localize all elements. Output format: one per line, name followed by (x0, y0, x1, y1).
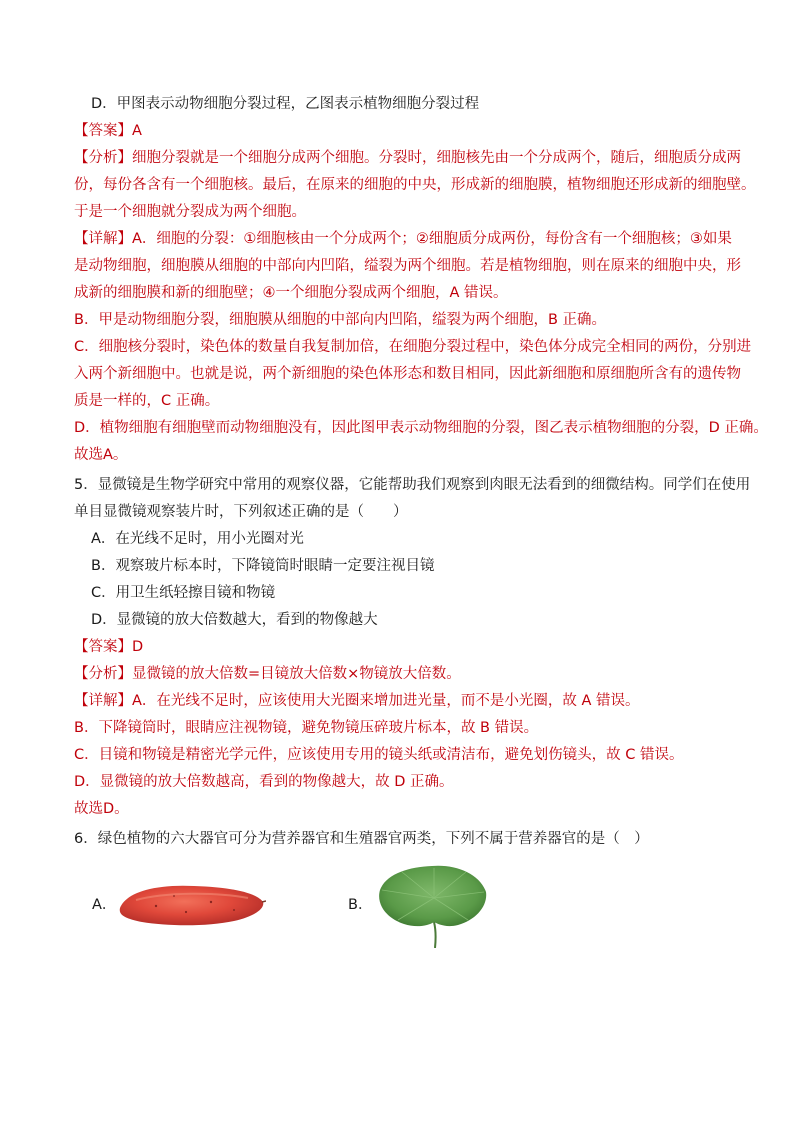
answer-value: D (132, 639, 144, 655)
q5-detail-line-4: D．显微镜的放大倍数越高，看到的物像越大，故 D 正确。 (74, 774, 454, 790)
q4-detail-line-8: D．植物细胞有细胞壁而动物细胞没有，因此图甲表示动物细胞的分裂，图乙表示植物细胞的分裂，D 正确。 (74, 420, 768, 436)
q4-detail-line-6: 入两个新细胞中。也就是说，两个新细胞的染色体形态和数目相同，因此新细胞和原细胞所含有的遗传物 (74, 366, 741, 382)
q4-detail-line-2: 是动物细胞，细胞膜从细胞的中部向内凹陷，缢裂为两个细胞。若是植物细胞，则在原来的细胞中央，形 (74, 258, 741, 274)
q4-answer (74, 121, 142, 141)
answer-tag: 【答案】 (74, 123, 132, 139)
analysis-tag: 【分析】 (74, 150, 132, 166)
q4-analysis-line-3: 于是一个细胞就分裂成为两个细胞。 (74, 204, 306, 220)
answer-tag: 【答案】 (74, 639, 132, 655)
analysis-tag: 【分析】 (74, 666, 132, 682)
q5-conclusion: 故选D。 (74, 801, 129, 817)
q4-detail-line-4: B．甲是动物细胞分裂，细胞膜从细胞的中部向内凹陷，缢裂为两个细胞，B 正确。 (74, 312, 607, 328)
sweet-potato-image (116, 878, 266, 930)
q4-detail-line-1: 【详解】A．细胞的分裂：①细胞核由一个分成两个；②细胞质分成两份，每份含有一个细胞核；③如果 (74, 231, 732, 247)
q5-detail-line-3: C．目镜和物镜是精密光学元件，应该使用专用的镜头纸或清洁布，避免划伤镜头，故 C 错误。 (74, 747, 684, 763)
q5-option-b: B．观察玻片标本时，下降镜筒时眼睛一定要注视目镜 (91, 558, 435, 574)
q5-option-c: C．用卫生纸轻擦目镜和物镜 (91, 585, 276, 601)
q6-option-b-label: B． (348, 897, 373, 913)
q4-detail-line-3: 成新的细胞膜和新的细胞壁；④一个细胞分裂成两个细胞，A 错误。 (74, 285, 508, 301)
q5-detail-line-2: B．下降镜筒时，眼睛应注视物镜，避免物镜压碎玻片标本，故 B 错误。 (74, 720, 539, 736)
q5-stem-line-2: 单目显微镜观察装片时，下列叙述正确的是（ ） (74, 504, 408, 520)
q4-analysis-line-2: 份，每份各含有一个细胞核。最后，在原来的细胞的中央，形成新的细胞膜，植物细胞还形成新的细胞壁。 (74, 177, 756, 193)
q5-analysis: 【分析】显微镜的放大倍数=目镜放大倍数×物镜放大倍数。 (74, 666, 461, 682)
q6-option-a-label: A． (92, 897, 117, 913)
detail-tag: 【详解】 (74, 231, 132, 247)
q6-stem: 6．绿色植物的六大器官可分为营养器官和生殖器官两类，下列不属于营养器官的是（ ） (74, 831, 649, 847)
q4-analysis-line-1: 【分析】细胞分裂就是一个细胞分成两个细胞。分裂时，细胞核先由一个分成两个，随后，细胞质分成两 (74, 150, 741, 166)
q5-option-a: A．在光线不足时，用小光圈对光 (91, 531, 304, 547)
q4-detail-line-5: C．细胞核分裂时，染色体的数量自我复制加倍，在细胞分裂过程中，染色体分成完全相同的两份，分别进 (74, 339, 752, 355)
detail-tag: 【详解】 (74, 693, 132, 709)
answer-value: A (132, 123, 142, 139)
q5-answer (74, 637, 143, 657)
q4-detail-line-7: 质是一样的，C 正确。 (74, 393, 220, 409)
lotus-leaf-image (376, 862, 488, 948)
q5-option-d: D．显微镜的放大倍数越大，看到的物像越大 (91, 612, 378, 628)
q5-detail-line-1: 【详解】A．在光线不足时，应该使用大光圈来增加进光量，而不是小光圈，故 A 错误。 (74, 693, 640, 709)
q4-option-d: D．甲图表示动物细胞分裂过程，乙图表示植物细胞分裂过程 (91, 96, 480, 112)
q4-conclusion: 故选A。 (74, 447, 128, 463)
q5-stem-line-1: 5．显微镜是生物学研究中常用的观察仪器，它能帮助我们观察到肉眼无法看到的细微结构。同学们在使用 (74, 477, 751, 493)
